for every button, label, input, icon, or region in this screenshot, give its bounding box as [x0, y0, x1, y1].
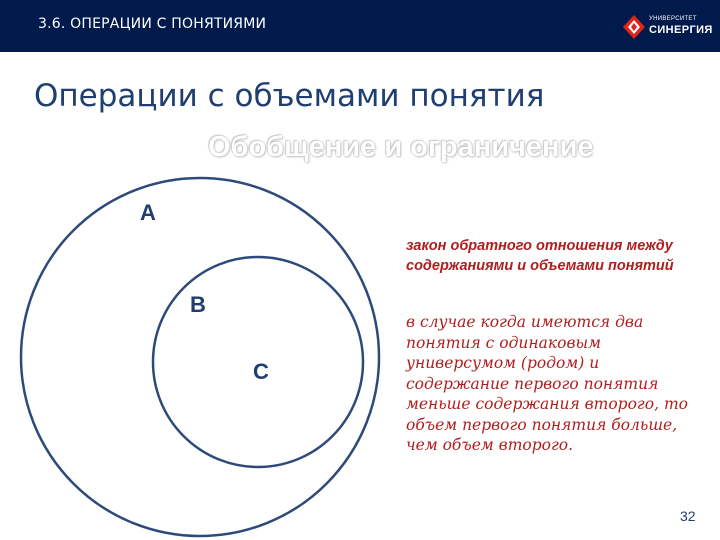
- logo-text-small: УНИВЕРСИТЕТ: [649, 16, 697, 22]
- section-title: 3.6. ОПЕРАЦИИ С ПОНЯТИЯМИ: [38, 16, 267, 32]
- page-number: 32: [680, 508, 696, 524]
- page-title: Операции с объемами понятия: [34, 78, 545, 114]
- law-title: закон обратного отношения между содержаниями и объемами понятий: [406, 238, 674, 274]
- law-description: в случае когда имеются два понятия с одинаковым универсумом (родом) и содержание первого понятия меньше содержания второго, то объем первого понятия больше, чем объем второго.: [406, 313, 688, 454]
- label-b: В: [190, 292, 206, 317]
- circle-a: [21, 178, 379, 536]
- slide-subtitle: Обобщение и ограничение: [208, 131, 594, 163]
- label-a: А: [140, 200, 156, 225]
- logo-text-big: СИНЕРГИЯ: [649, 24, 713, 36]
- label-c: С: [253, 359, 269, 384]
